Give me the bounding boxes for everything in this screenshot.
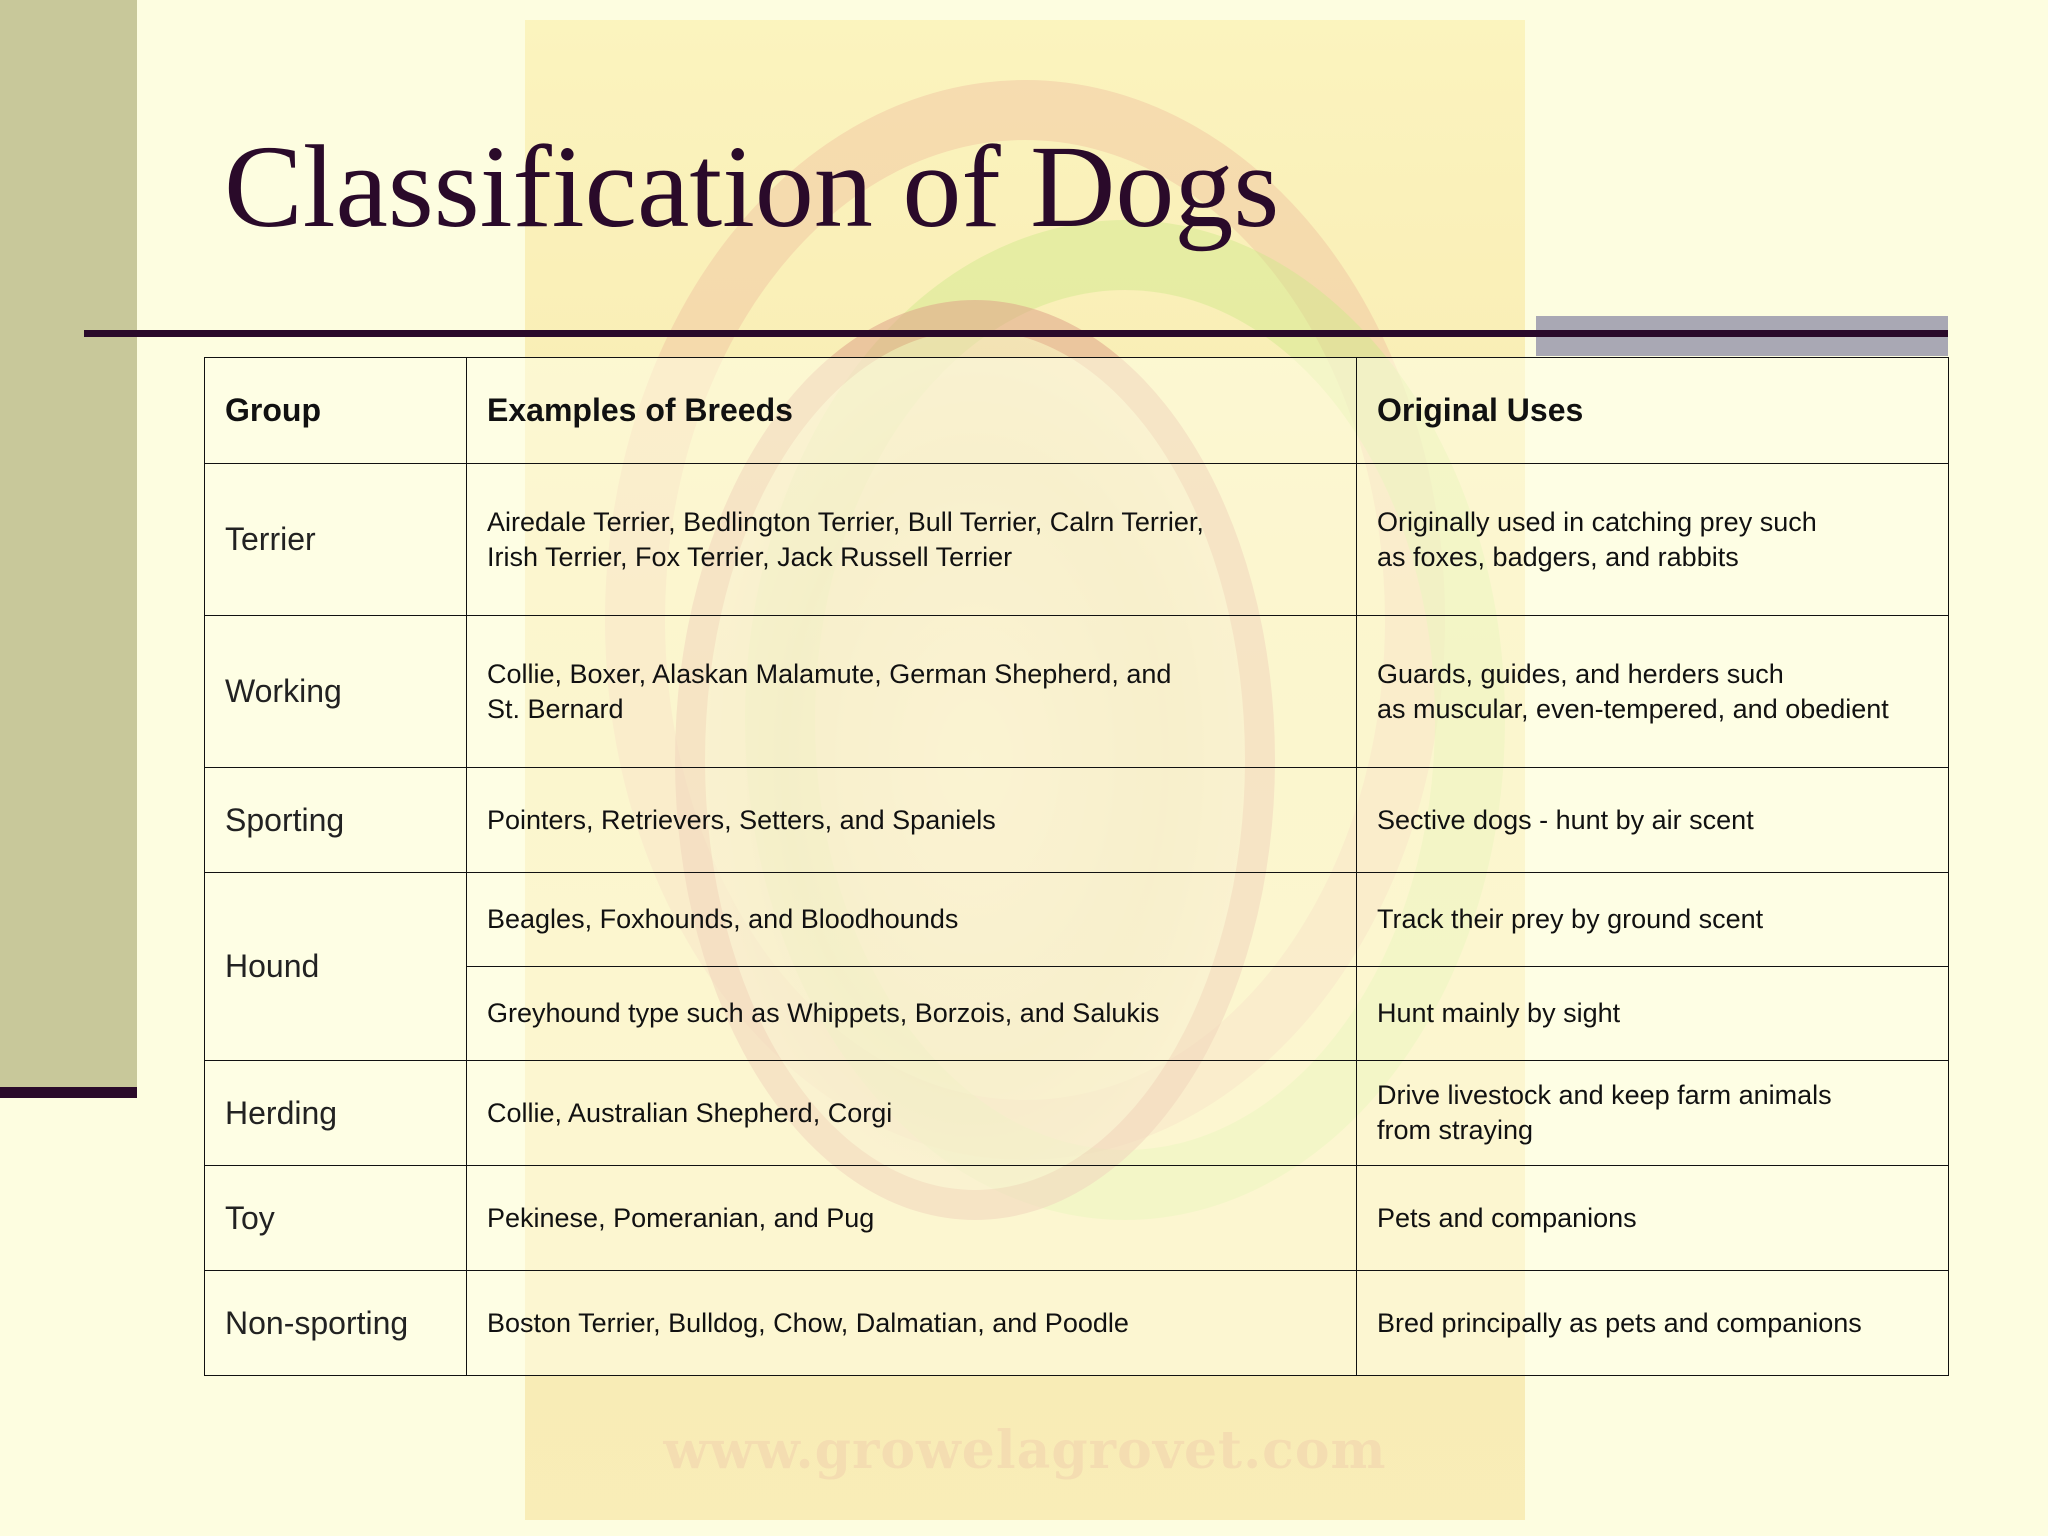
breeds-cell: Pekinese, Pomeranian, and Pug [467,1166,1357,1271]
table-row-toy [205,1166,1949,1271]
header-breeds: Examples of Breeds [467,358,1357,464]
breeds-cell: Collie, Boxer, Alaskan Malamute, German Shepherd, and St. Bernard [467,616,1357,768]
table-row-working [205,616,1949,768]
uses-cell: Originally used in catching prey such as foxes, badgers, and rabbits [1357,464,1949,616]
uses-cell: Drive livestock and keep farm animals from straying [1357,1061,1949,1166]
uses-cell: Bred principally as pets and companions [1357,1271,1949,1376]
slide-title: Classification of Dogs [224,121,1280,252]
classification-table [204,357,1949,1376]
title-underline-accent [1536,316,1948,356]
group-cell: Herding [205,1061,467,1166]
table-row-hound-sight [205,967,1949,1061]
uses-cell: Track their prey by ground scent [1357,873,1949,967]
group-cell: Sporting [205,768,467,873]
uses-cell: Guards, guides, and herders such as muscular, even-tempered, and obedient [1357,616,1949,768]
uses-cell: Sective dogs - hunt by air scent [1357,768,1949,873]
breeds-cell: Collie, Australian Shepherd, Corgi [467,1061,1357,1166]
breeds-cell: Boston Terrier, Bulldog, Chow, Dalmatian, and Poodle [467,1271,1357,1376]
table-row-herding [205,1061,1949,1166]
breeds-cell: Pointers, Retrievers, Setters, and Spaniels [467,768,1357,873]
breeds-cell: Airedale Terrier, Bedlington Terrier, Bull Terrier, Calrn Terrier, Irish Terrier, Fox Terrier, Jack Russell Terrier [467,464,1357,616]
table-row-sporting [205,768,1949,873]
left-band-rule [0,1087,137,1098]
group-cell: Working [205,616,467,768]
breeds-cell: Greyhound type such as Whippets, Borzois, and Salukis [467,967,1357,1061]
breeds-cell: Beagles, Foxhounds, and Bloodhounds [467,873,1357,967]
group-cell: Hound [205,873,467,1061]
table-row-terrier [205,464,1949,616]
watermark-text: www.growelagrovet.com [663,1420,1387,1481]
uses-cell: Hunt mainly by sight [1357,967,1949,1061]
table-row-hound [205,873,1949,967]
table-row-non-sporting [205,1271,1949,1376]
uses-cell: Pets and companions [1357,1166,1949,1271]
group-cell: Toy [205,1166,467,1271]
left-decorative-band [0,0,137,1087]
header-uses: Original Uses [1357,358,1949,464]
table-header-row [205,358,1949,464]
group-cell: Terrier [205,464,467,616]
group-cell: Non-sporting [205,1271,467,1376]
header-group: Group [205,358,467,464]
